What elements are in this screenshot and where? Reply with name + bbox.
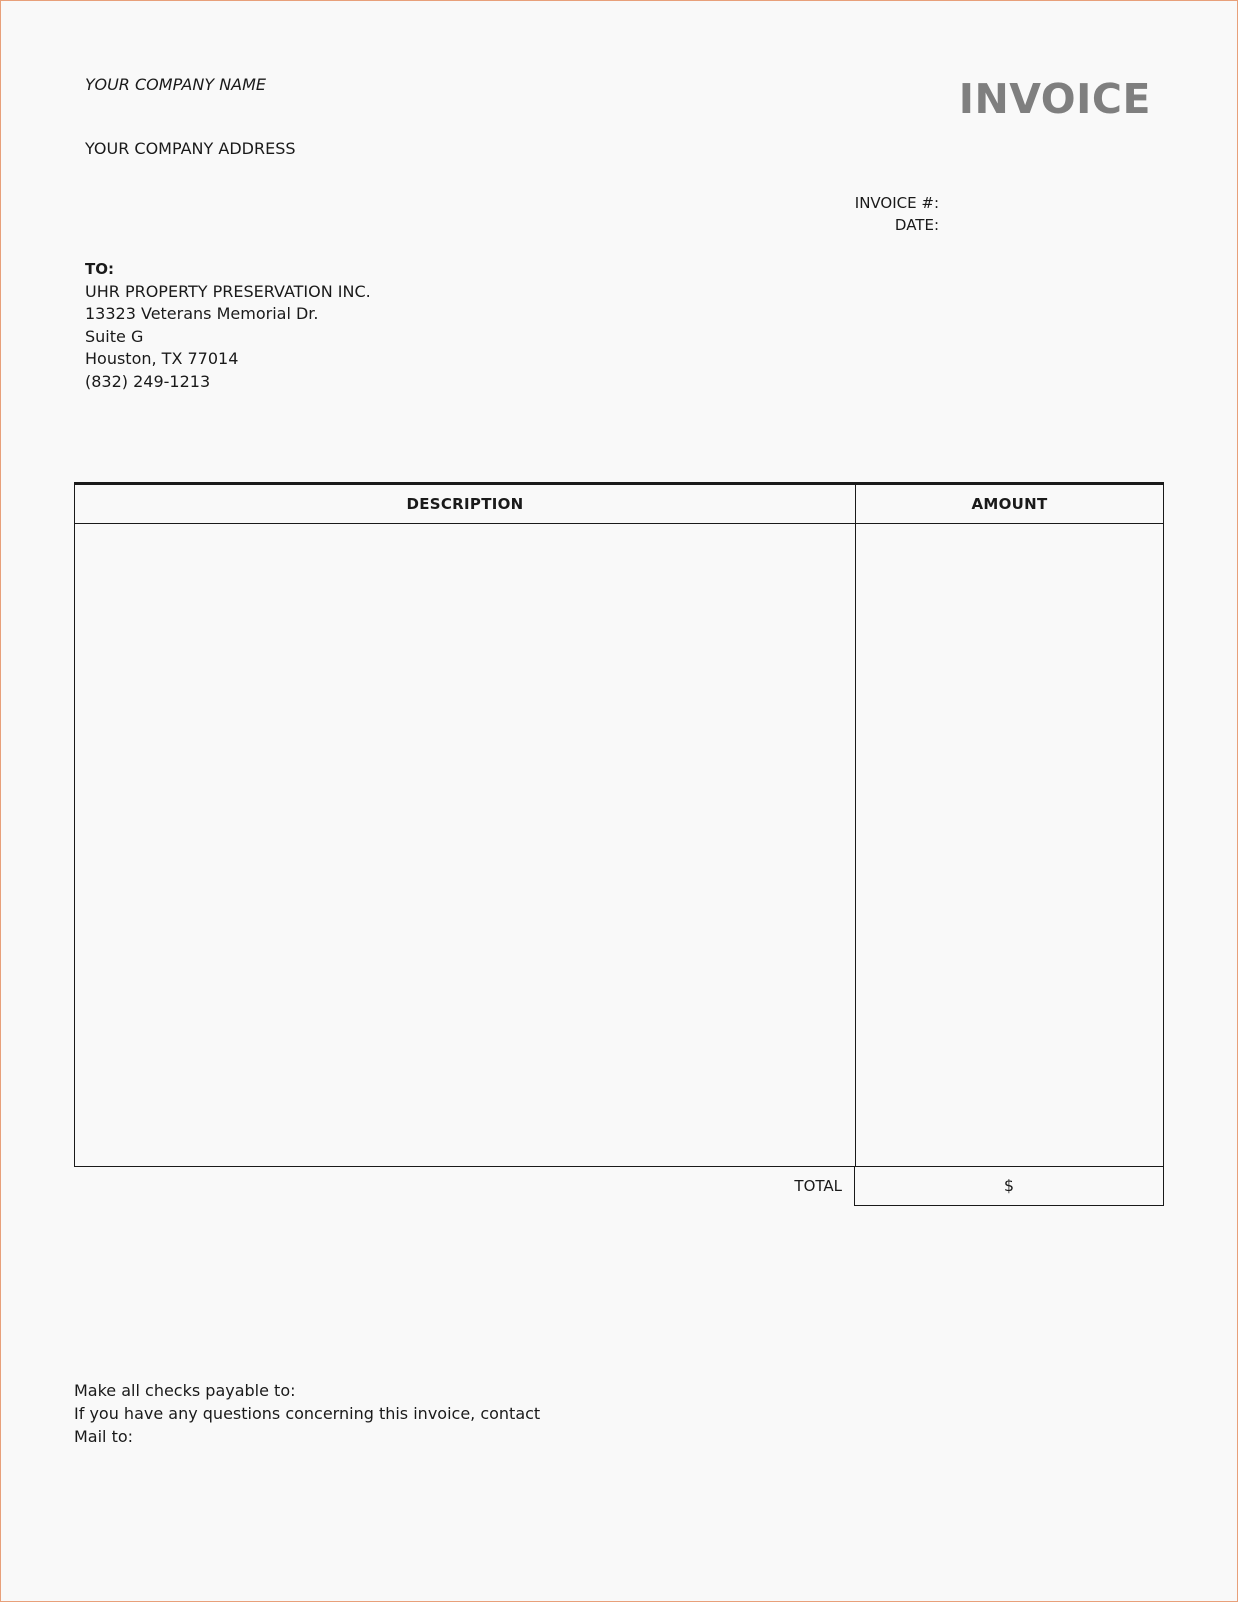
total-value: $	[854, 1167, 1164, 1206]
invoice-title: INVOICE	[958, 75, 1151, 123]
line-items-table	[74, 482, 1164, 1206]
total-label: TOTAL	[794, 1177, 842, 1195]
footer-line: Mail to:	[74, 1427, 134, 1446]
date-label: DATE:	[894, 216, 939, 234]
recipient-line: (832) 249-1213	[85, 371, 211, 391]
invoice-number-label: INVOICE #:	[854, 194, 939, 212]
description-column	[75, 524, 856, 1166]
table-header	[74, 482, 1164, 524]
invoice-meta	[761, 192, 939, 236]
recipient-line: Houston, TX 77014	[85, 349, 239, 368]
recipient-block	[85, 258, 371, 393]
recipient-line: UHR PROPERTY PRESERVATION INC.	[85, 281, 371, 301]
recipient-label: TO:	[85, 260, 114, 278]
company-name: YOUR COMPANY NAME	[85, 75, 267, 94]
company-address: YOUR COMPANY ADDRESS	[85, 139, 296, 158]
amount-column-header: AMOUNT	[971, 495, 1048, 513]
footer-line: If you have any questions concerning this invoice, contact	[74, 1404, 541, 1423]
recipient-line: 13323 Veterans Memorial Dr.	[85, 304, 319, 323]
description-column-header: DESCRIPTION	[75, 485, 856, 523]
amount-column	[856, 524, 1163, 1166]
payment-instructions	[74, 1379, 540, 1448]
total-row	[74, 1167, 1164, 1206]
table-body	[74, 524, 1164, 1167]
footer-line: Make all checks payable to:	[74, 1381, 296, 1400]
recipient-line: Suite G	[85, 326, 144, 346]
